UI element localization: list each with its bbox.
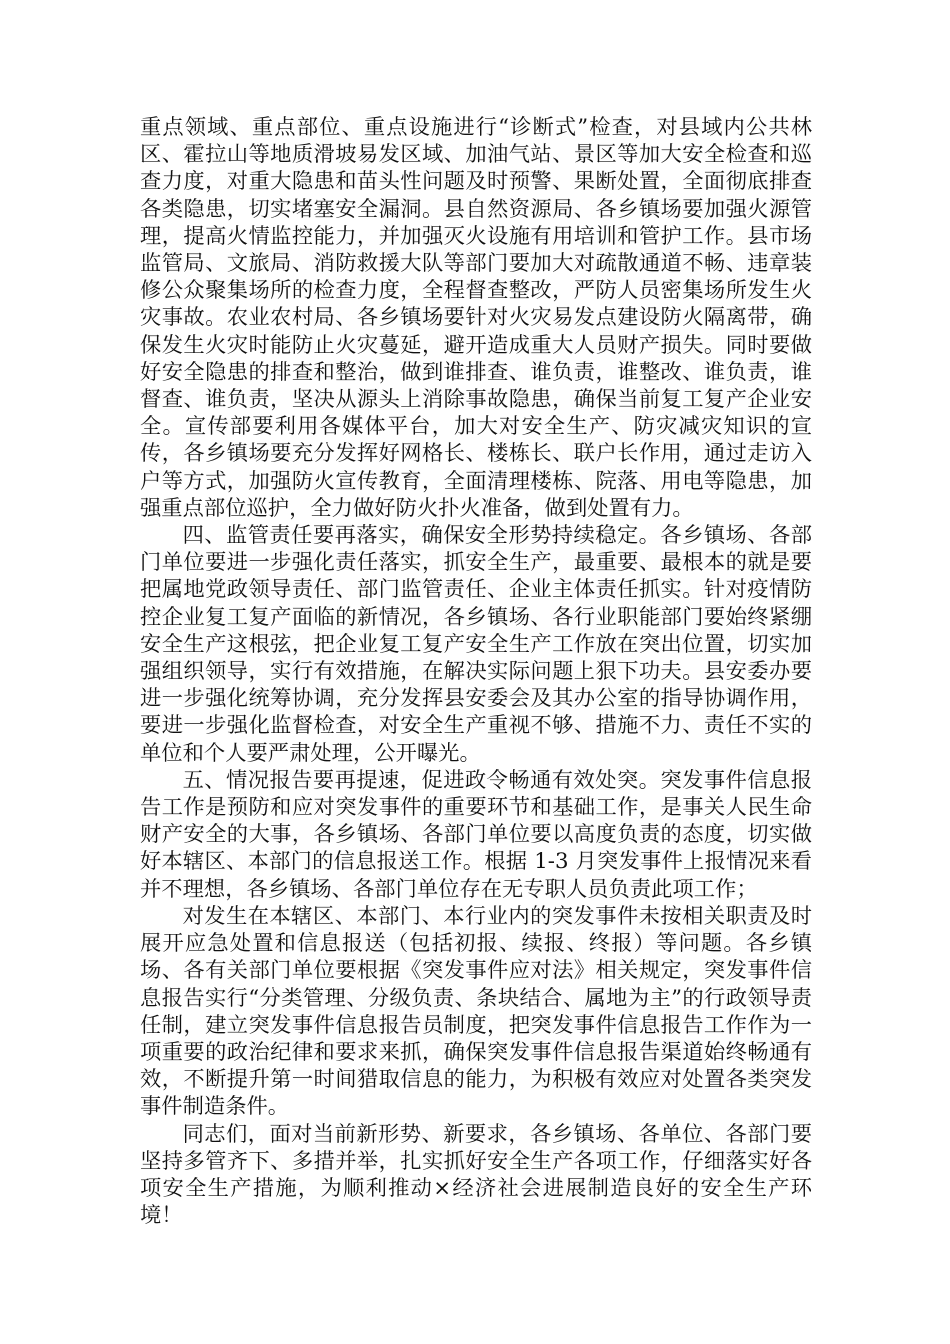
document-page <box>140 114 812 1229</box>
paragraph-emergency-info-reporting: 对发生在本辖区、本部门、本行业内的突发事件未按相关职责及时展开应急处置和信息报送（包括初报、续报、终报）等问题。各乡镇场、各有关部门单位要根据《突发事件应对法》相关规定，突发事件信息报告实行“分类管理、分级负责、条块结合、属地为主”的行政领导责任制，建立突发事件信息报告员制度，把突发事件信息报告工作作为一项重要的政治纪律和要求来抓，确保突发事件信息报告渠道始终畅通有效，不断提升第一时间猎取信息的能力，为积极有效应对处置各类突发事件制造条件。 <box>140 903 812 1120</box>
paragraph-inspection-measures: 重点领域、重点部位、重点设施进行“诊断式”检查，对县域内公共林区、霍拉山等地质滑坡易发区域、加油气站、景区等加大安全检查和巡查力度，对重大隐患和苗头性问题及时预警、果断处置，全面彻底排查各类隐患，切实堵塞安全漏洞。县自然资源局、各乡镇场要加强火源管理，提高火情监控能力，并加强灭火设施有用培训和管护工作。县市场监管局、文旅局、消防救援大队等部门要加大对疏散通道不畅、违章装修公众聚集场所的检查力度，全程督查整改，严防人员密集场所发生火灾事故。农业农村局、各乡镇场要针对火灾易发点建设防火隔离带，确保发生火灾时能防止火灾蔓延，避开造成重大人员财产损失。同时要做好安全隐患的排查和整治，做到谁排查、谁负责，谁整改、谁负责，谁督查、谁负责，坚决从源头上消除事故隐患，确保当前复工复产企业安全。宣传部要利用各媒体平台，加大对安全生产、防灾减灾知识的宣传，各乡镇场要充分发挥好网格长、楼栋长、联户长作用，通过走访入户等方式，加强防火宣传教育，全面清理楼栋、院落、用电等隐患，加强重点部位巡护，全力做好防火扑火准备，做到处置有力。 <box>140 115 812 521</box>
paragraph-situation-reporting: 五、情况报告要再提速，促进政令畅通有效处突。突发事件信息报告工作是预防和应对突发事件的重要环节和基础工作，是事关人民生命财产安全的大事，各乡镇场、各部门单位要以高度负责的态度，切实做好本辖区、本部门的信息报送工作。根据 1-3 月突发事件上报情况来看并不理想，各乡镇场、各部门单位存在无专职人员负责此项工作； <box>140 767 812 902</box>
paragraph-supervision-responsibility: 四、监管责任要再落实，确保安全形势持续稳定。各乡镇场、各部门单位要进一步强化责任落实，抓安全生产，最重要、最根本的就是要把属地党政领导责任、部门监管责任、企业主体责任抓实。针对疫情防控企业复工复产面临的新情况，各乡镇场、各行业职能部门要始终紧绷安全生产这根弦，把企业复工复产安全生产工作放在突出位置，切实加强组织领导，实行有效措施，在解决实际问题上狠下功夫。县安委办要进一步强化统筹协调，充分发挥县安委会及其办公室的指导协调作用，要进一步强化监督检查，对安全生产重视不够、措施不力、责任不实的单位和个人要严肃处理，公开曝光。 <box>140 523 812 766</box>
paragraph-closing-remarks: 同志们，面对当前新形势、新要求，各乡镇场、各单位、各部门要坚持多管齐下、多措并举，扎实抓好安全生产各项工作，仔细落实好各项安全生产措施，为顺利推动×经济社会进展制造良好的安全生产环境！ <box>140 1121 812 1229</box>
